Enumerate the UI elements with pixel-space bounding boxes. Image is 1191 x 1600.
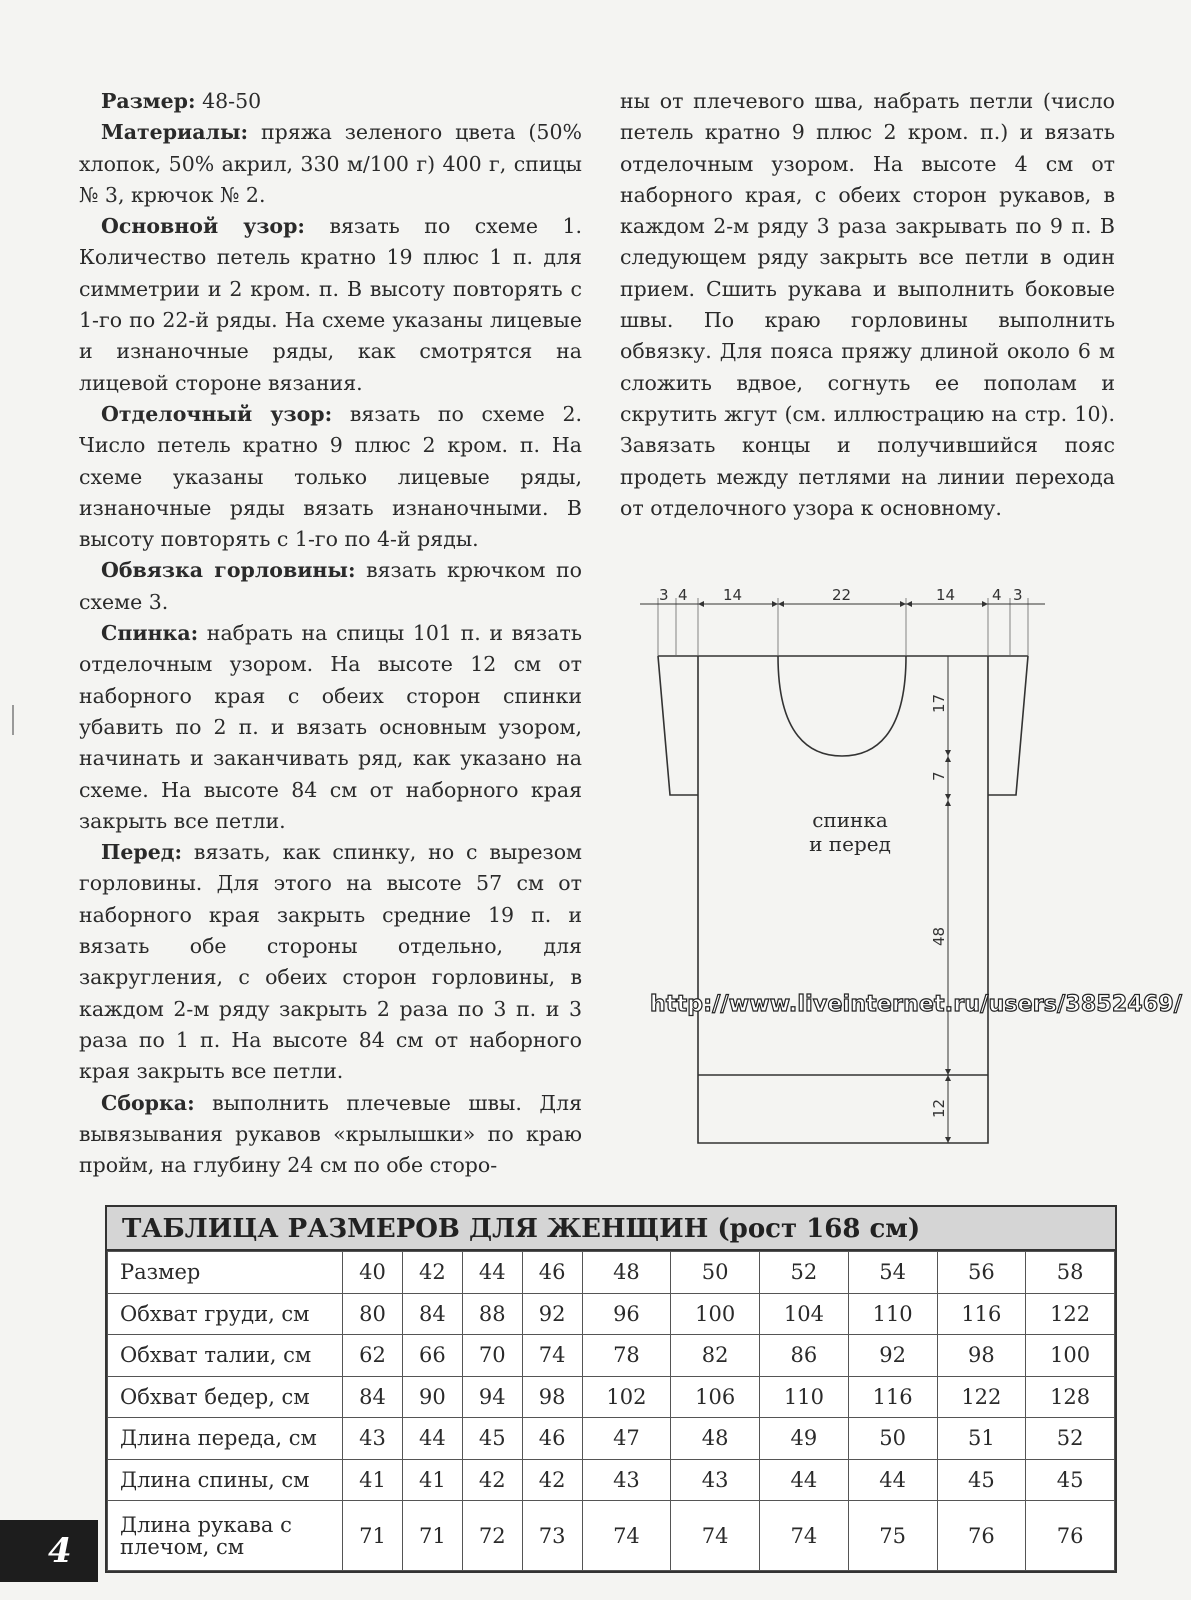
table-row — [108, 1418, 1115, 1460]
text-finishing-pattern: вязать по схеме 2. Число петель кратно 9 плюс 2 кром. п. На схеме указаны только лицевые ряды, изнаночные ряды вязать изнаночными. В высоту повторять с 1-го по 4-й ряды. — [79, 401, 583, 552]
table-cell: 128 — [1026, 1376, 1115, 1418]
paragraph-assembly — [79, 1088, 582, 1182]
paragraph-back — [79, 618, 582, 837]
table-cell: 50 — [671, 1252, 760, 1294]
table-cell: 46 — [522, 1252, 582, 1294]
dim-top-1: 3 — [659, 588, 669, 604]
table-cell: 116 — [848, 1376, 937, 1418]
schematic-label-line2: и перед — [809, 832, 891, 856]
table-cell: 40 — [343, 1252, 403, 1294]
label-assembly: Сборка: — [101, 1090, 195, 1115]
table-cell: 58 — [1026, 1252, 1115, 1294]
table-cell: 73 — [522, 1501, 582, 1571]
dim-top-3: 14 — [723, 588, 743, 604]
table-cell: 78 — [582, 1335, 671, 1377]
text-main-pattern: вязать по схеме 1. Количество петель кратно 19 плюс 1 п. для симметрии и 2 кром. п. В высоту повторять с 1-го по 22-й ряды. На схеме указаны лицевые и изнаночные ряды, как смотрятся на лицевой стороне вязания. — [79, 214, 582, 395]
table-cell: 56 — [937, 1252, 1026, 1294]
table-cell: 104 — [760, 1293, 849, 1335]
row-label: Длина рукава с плечом, см — [108, 1501, 343, 1571]
table-cell: 74 — [760, 1501, 849, 1571]
table-cell: 49 — [760, 1418, 849, 1460]
left-text-column — [79, 86, 582, 1181]
label-back: Спинка: — [101, 621, 199, 646]
text-size: 48-50 — [195, 89, 262, 113]
dim-top-7: 3 — [1013, 588, 1023, 604]
size-table-title: ТАБЛИЦА РАЗМЕРОВ ДЛЯ ЖЕНЩИН (рост 168 см) — [107, 1207, 1115, 1251]
dim-side-1: 17 — [930, 693, 948, 713]
table-cell: 75 — [848, 1501, 937, 1571]
table-cell: 43 — [671, 1459, 760, 1501]
dim-top-6: 4 — [992, 588, 1002, 604]
table-cell: 70 — [462, 1335, 522, 1377]
page-number: 4 — [0, 1520, 98, 1582]
table-cell: 41 — [343, 1459, 403, 1501]
table-row — [108, 1335, 1115, 1377]
table-cell: 50 — [848, 1418, 937, 1460]
table-row — [108, 1501, 1115, 1571]
dim-side-2: 7 — [930, 771, 948, 781]
row-label: Обхват груди, см — [108, 1293, 343, 1335]
table-cell: 122 — [937, 1376, 1026, 1418]
dim-side-3: 48 — [930, 926, 948, 946]
table-cell: 45 — [937, 1459, 1026, 1501]
table-cell: 47 — [582, 1418, 671, 1460]
table-cell: 43 — [343, 1418, 403, 1460]
table-cell: 46 — [522, 1418, 582, 1460]
dim-side-4: 12 — [930, 1098, 948, 1118]
table-cell: 44 — [848, 1459, 937, 1501]
table-cell: 90 — [402, 1376, 462, 1418]
label-front: Перед: — [101, 840, 183, 865]
text-materials: пряжа зеленого цвета (50% хлопок, 50% акрил, 330 м/100 г) 400 г, спицы № 3, крючок № 2. — [79, 120, 582, 207]
text-front: вязать, как спинку, но с вырезом горловины. Для этого на высоте 57 см от наборного края закрыть средние 19 п. и вязать обе стороны отдельно, для закругления, с обеих сторон горловины, в каждом 2-м ряду закрыть 2 раза по 3 п. и 3 раза по 1 п. На высоте 84 см от наборного края закрыть все петли. — [79, 840, 582, 1084]
table-row — [108, 1376, 1115, 1418]
table-cell: 44 — [760, 1459, 849, 1501]
label-neck-edging: Обвязка горловины: — [101, 558, 356, 583]
label-main-pattern: Основной узор: — [101, 214, 305, 239]
table-cell: 48 — [582, 1252, 671, 1294]
table-cell: 42 — [462, 1459, 522, 1501]
text-back: набрать на спицы 101 п. и вязать отделочным узором. На высоте 12 см от наборного края с обеих сторон спинки убавить по 2 п. и вязать основным узором, начинать и заканчивать ряд, как указано на схеме. На высоте 84 см от наборного края закрыть все петли. — [79, 621, 582, 833]
size-table-grid — [107, 1251, 1115, 1571]
text-assembly: выполнить плечевые швы. Для вывязывания рукавов «крылышки» по краю пройм, на глубину 24 см по обе сторо- — [79, 1090, 582, 1178]
garment-outline — [658, 656, 1028, 1143]
table-cell: 72 — [462, 1501, 522, 1571]
table-cell: 51 — [937, 1418, 1026, 1460]
table-cell: 92 — [522, 1293, 582, 1335]
dim-top-2: 4 — [678, 588, 688, 604]
table-cell: 48 — [671, 1418, 760, 1460]
table-row — [108, 1293, 1115, 1335]
schematic-label-line1: спинка — [812, 808, 888, 832]
paragraph-size — [79, 86, 582, 117]
table-cell: 71 — [402, 1501, 462, 1571]
table-cell: 110 — [848, 1293, 937, 1335]
row-label: Длина переда, см — [108, 1418, 343, 1460]
table-cell: 84 — [402, 1293, 462, 1335]
table-cell: 110 — [760, 1376, 849, 1418]
paragraph-finishing-pattern — [79, 399, 582, 555]
table-cell: 43 — [582, 1459, 671, 1501]
table-cell: 42 — [522, 1459, 582, 1501]
right-text-column — [620, 86, 1115, 524]
table-cell: 92 — [848, 1335, 937, 1377]
row-label: Обхват талии, см — [108, 1335, 343, 1377]
paragraph-neck-edging — [79, 555, 582, 618]
table-cell: 122 — [1026, 1293, 1115, 1335]
table-cell: 54 — [848, 1252, 937, 1294]
text-neck-edging: вязать крючком по схеме 3. — [79, 558, 582, 614]
table-cell: 76 — [1026, 1501, 1115, 1571]
size-table — [105, 1205, 1117, 1573]
table-cell: 116 — [937, 1293, 1026, 1335]
dim-top-4: 22 — [832, 588, 852, 604]
table-cell: 100 — [1026, 1335, 1115, 1377]
row-label: Размер — [108, 1252, 343, 1294]
table-cell: 71 — [343, 1501, 403, 1571]
table-cell: 66 — [402, 1335, 462, 1377]
table-row — [108, 1252, 1115, 1294]
table-cell: 45 — [462, 1418, 522, 1460]
row-label: Длина спины, см — [108, 1459, 343, 1501]
table-cell: 45 — [1026, 1459, 1115, 1501]
paragraph-main-pattern — [79, 211, 582, 399]
watermark-url: http://www.liveinternet.ru/users/3852469/ — [650, 992, 1183, 1017]
paragraph-materials — [79, 117, 582, 211]
table-cell: 76 — [937, 1501, 1026, 1571]
paragraph-front — [79, 837, 582, 1087]
label-size: Размер: — [101, 89, 196, 113]
label-finishing-pattern: Отделочный узор: — [101, 401, 333, 426]
table-cell: 74 — [522, 1335, 582, 1377]
table-cell: 94 — [462, 1376, 522, 1418]
row-label: Обхват бедер, см — [108, 1376, 343, 1418]
table-cell: 44 — [462, 1252, 522, 1294]
table-cell: 52 — [760, 1252, 849, 1294]
table-cell: 74 — [582, 1501, 671, 1571]
table-cell: 86 — [760, 1335, 849, 1377]
guide-lines — [658, 598, 1028, 656]
binding-mark — [12, 705, 14, 735]
table-cell: 88 — [462, 1293, 522, 1335]
dim-top-5: 14 — [936, 588, 956, 604]
paragraph-assembly-continued: ны от плечевого шва, набрать петли (число петель кратно 9 плюс 2 кром. п.) и вязать отделочным узором. На высоте 4 см от наборного края, с обеих сторон рукавов, в каждом 2-м ряду 3 раза закрывать по 9 п. В следующем ряду закрыть все петли в один прием. Сшить рукава и выполнить боковые швы. По краю горловины выполнить обвязку. Для пояса пряжу длиной около 6 м сложить вдвое, согнуть ее пополам и скрутить жгут (см. иллюстрацию на стр. 10). Завязать концы и получившийся пояс продеть между петлями на линии перехода от отделочного узора к основному. — [620, 89, 1115, 520]
table-row — [108, 1459, 1115, 1501]
table-cell: 106 — [671, 1376, 760, 1418]
table-cell: 62 — [343, 1335, 403, 1377]
table-cell: 41 — [402, 1459, 462, 1501]
table-cell: 52 — [1026, 1418, 1115, 1460]
schematic-svg — [630, 588, 1070, 1188]
garment-schematic — [630, 588, 1070, 1188]
table-cell: 74 — [671, 1501, 760, 1571]
label-materials: Материалы: — [101, 120, 249, 145]
table-cell: 98 — [937, 1335, 1026, 1377]
table-cell: 80 — [343, 1293, 403, 1335]
table-cell: 96 — [582, 1293, 671, 1335]
table-cell: 42 — [402, 1252, 462, 1294]
table-cell: 84 — [343, 1376, 403, 1418]
schematic-label — [780, 808, 920, 856]
table-cell: 102 — [582, 1376, 671, 1418]
table-cell: 100 — [671, 1293, 760, 1335]
table-cell: 98 — [522, 1376, 582, 1418]
table-cell: 82 — [671, 1335, 760, 1377]
table-cell: 44 — [402, 1418, 462, 1460]
